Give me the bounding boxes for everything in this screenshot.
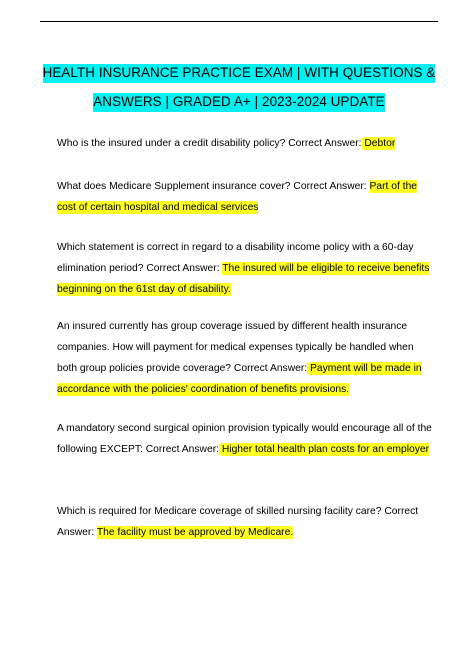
- qa-item: [57, 316, 435, 400]
- document-title: [40, 58, 438, 116]
- answer-highlight: Debtor: [364, 138, 396, 149]
- qa-item: [57, 418, 435, 460]
- answer-highlight: Higher total health plan costs for an employer: [221, 444, 430, 455]
- answer-prefix: Correct Answer:: [293, 181, 367, 192]
- answer-prefix: Correct Answer:: [146, 263, 220, 274]
- qa-item: [57, 176, 435, 218]
- answer-prefix: Correct Answer:: [233, 363, 308, 374]
- question-text: What does Medicare Supplement insurance cover?: [57, 181, 291, 192]
- qa-item: [57, 501, 435, 543]
- question-text: Who is the insured under a credit disability policy?: [57, 138, 286, 149]
- top-divider: [40, 21, 438, 22]
- question-text: Which statement is correct in regard to a disability income policy with a 60-day elimination period?: [57, 242, 414, 274]
- answer-prefix: Correct Answer:: [57, 506, 419, 538]
- question-text: An insured currently has group coverage issued by different health insurance companies. How will payment for medical expenses typically be handled when both group policies provide coverage?: [57, 321, 414, 374]
- answer-highlight: Part of the cost of certain hospital and medical services: [57, 181, 418, 213]
- answer-highlight: The insured will be eligible to receive benefits beginning on the 61st day of disability.: [57, 263, 430, 295]
- title-highlight: HEALTH INSURANCE PRACTICE EXAM | WITH QUESTIONS & ANSWERS | GRADED A+ | 2023-2024 UPDATE: [43, 64, 436, 112]
- question-text: Which is required for Medicare coverage of skilled nursing facility care?: [57, 506, 382, 517]
- answer-prefix: Correct Answer:: [288, 138, 362, 149]
- answer-prefix: Correct Answer:: [145, 444, 219, 455]
- answer-highlight: Payment will be made in accordance with the policies' coordination of benefits provisions.: [57, 363, 422, 395]
- qa-item: [57, 133, 435, 154]
- answer-highlight: The facility must be approved by Medicare.: [96, 527, 294, 538]
- qa-item: [57, 237, 435, 300]
- question-text: A mandatory second surgical opinion provision typically would encourage all of the following EXCEPT:: [57, 423, 432, 455]
